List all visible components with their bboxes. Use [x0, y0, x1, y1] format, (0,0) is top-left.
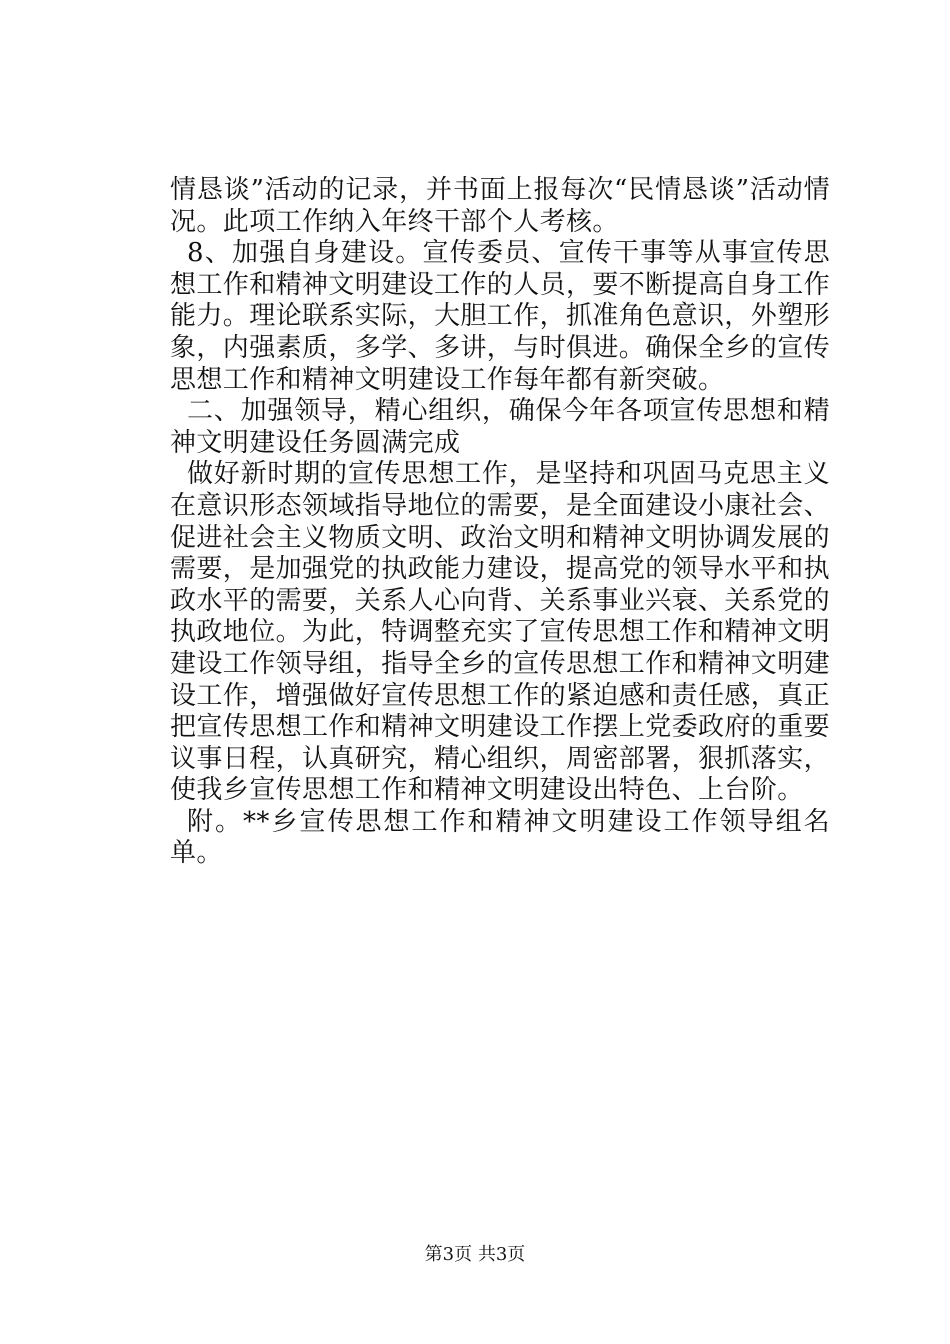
paragraph-body: 做好新时期的宣传思想工作，是坚持和巩固马克思主义在意识形态领域指导地位的需要，是全面建设小康社会、促进社会主义物质文明、政治文明和精神文明协调发展的需要，是加强党的执政能力建设，提高党的领导水平和执政水平的需要，关系人心向背、关系事业兴衰、关系党的执政地位。为此，特调整充实了宣传思想工作和精神文明建设工作领导组，指导全乡的宣传思想工作和精神文明建设工作，增强做好宣传思想工作的紧迫感和责任感，真正把宣传思想工作和精神文明建设工作摆上党委政府的重要议事日程，认真研究，精心组织，周密部署，狠抓落实，使我乡宣传思想工作和精神文明建设出特色、上台阶。 — [170, 459, 831, 806]
paragraph-continuation: 情恳谈”活动的记录，并书面上报每次“民情恳谈”活动情况。此项工作纳入年终干部个人考核。 — [170, 175, 830, 237]
page-footer: 第3页 共3页 — [424, 1244, 526, 1265]
paragraph-item-8: 8、加强自身建设。宣传委员、宣传干事等从事宣传思想工作和精神文明建设工作的人员，要不断提高自身工作能力。理论联系实际，大胆工作，抓准角色意识，外塑形象，内强素质，多学、多讲，与时俱进。确保全乡的宣传思想工作和精神文明建设工作每年都有新突破。 — [170, 238, 831, 395]
section-heading-2: 二、加强领导，精心组织，确保今年各项宣传思想和精神文明建设任务圆满完成 — [170, 396, 830, 458]
paragraph-appendix-note: 附。**乡宣传思想工作和精神文明建设工作领导组名单。 — [170, 806, 830, 869]
document-body — [170, 175, 830, 870]
